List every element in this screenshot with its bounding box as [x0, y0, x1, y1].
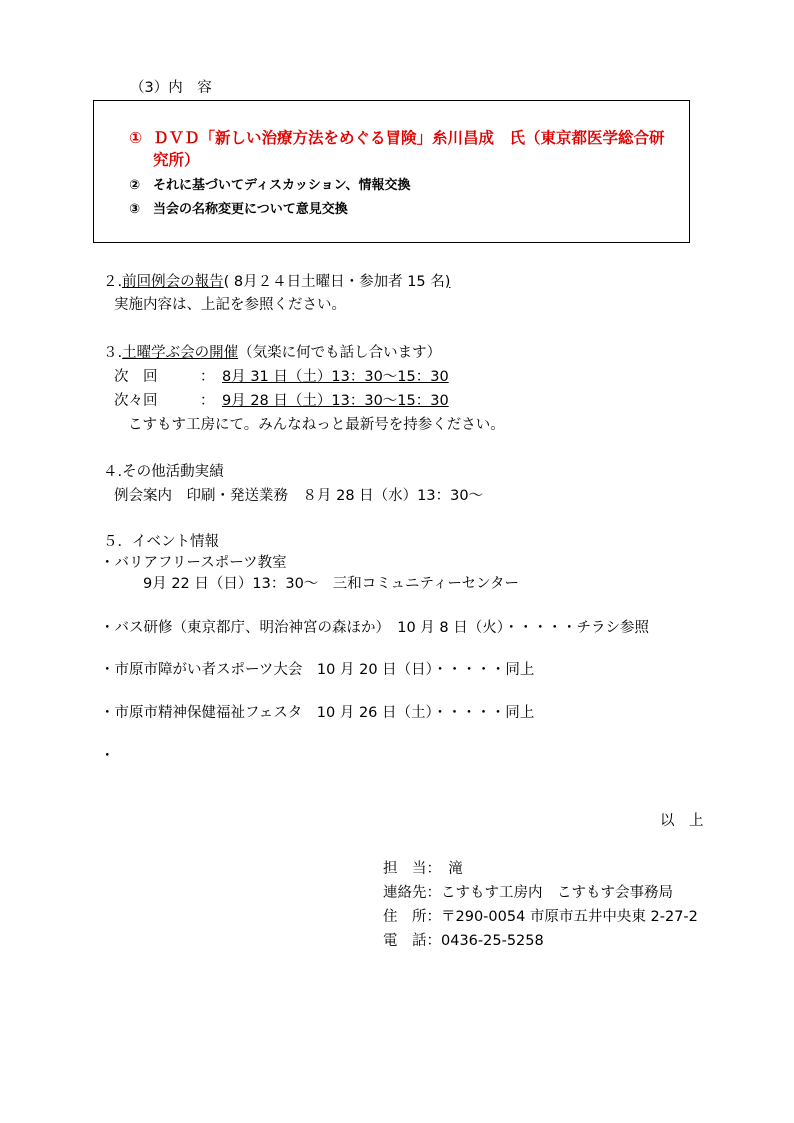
saturday-after-value: 9月 28 日（土）13：30～15：30 [222, 393, 449, 409]
box-item-3 [129, 200, 348, 220]
box-item-3-marker: ③ [129, 202, 141, 217]
contact-person: 担 当： 滝 [383, 861, 463, 877]
report-body: 実施内容は、上記を参照ください。 [114, 297, 346, 313]
box-item-1-line1: ＤＶＤ「新しい治療方法をめぐる冒険」糸川昌成 氏（東京都医学総合研 [153, 129, 665, 147]
report-detail: ( 8月２４日土曜日・参加者 15 名 [223, 274, 445, 290]
other-heading [103, 462, 224, 482]
box-item-2-text: それに基づいてディスカッション、情報交換 [153, 178, 411, 193]
other-number: ４. [103, 464, 123, 480]
saturday-after-label: 次々回 [114, 393, 158, 409]
contact-phone: 電 話：0436-25-5258 [383, 933, 544, 949]
saturday-next-label: 次 回 [114, 369, 158, 385]
saturday-heading [103, 343, 441, 363]
saturday-number: ３. [103, 345, 123, 361]
event-item-2: ・バス研修（東京都庁、明治神宮の森ほか） 10 月 8 日（火）・・・・・チラシ参照 [100, 620, 650, 636]
event-item-5: ・ [100, 748, 115, 764]
box-item-2 [129, 176, 411, 196]
contact-address: 住 所：〒290-0054 市原市五井中央東 2-27-2 [383, 909, 698, 925]
events-heading: ５．イベント情報 [103, 534, 219, 550]
box-item-1-line2: 究所） [153, 151, 200, 169]
closing-text: 以 上 [660, 813, 704, 829]
report-title: 前回例会の報告 [122, 274, 224, 290]
saturday-next [114, 367, 449, 387]
other-body: 例会案内 印刷・発送業務 ８月 28 日（水）13：30～ [114, 488, 484, 504]
saturday-after-colon: ： [200, 393, 215, 409]
saturday-note: （気楽に何でも話し合います） [238, 345, 442, 361]
event-item-4: ・市原市精神保健福祉フェスタ 10 月 26 日（土）・・・・・同上 [100, 705, 535, 721]
box-item-1 [129, 128, 665, 148]
saturday-next-value: 8月 31 日（土）13：30～15：30 [222, 369, 449, 385]
other-title: その他活動実績 [122, 464, 224, 480]
saturday-after [114, 391, 449, 411]
box-item-3-text: 当会の名称変更について意見交換 [153, 202, 348, 217]
contact-address-to: 連絡先：こすもす工房内 こすもす会事務局 [383, 885, 673, 901]
event-item-1-title: ・バリアフリースポーツ教室 [100, 555, 287, 571]
report-heading [103, 272, 450, 292]
event-item-1-detail: 9月 22 日（日）13：30～ 三和コミュニティーセンター [143, 576, 519, 592]
content-box [93, 100, 690, 243]
saturday-footer: こすもす工房にて。みんなねっと最新号を持参ください。 [128, 417, 505, 433]
event-item-3: ・市原市障がい者スポーツ大会 10 月 20 日（日）・・・・・同上 [100, 662, 535, 678]
report-number: ２. [103, 274, 123, 290]
saturday-next-colon: ： [200, 369, 215, 385]
report-detail-close: ) [444, 274, 451, 290]
box-item-1-marker: ① [129, 129, 143, 147]
section3-heading: （3）内 容 [130, 80, 212, 96]
saturday-title: 土曜学ぶ会の開催 [122, 345, 239, 361]
box-item-2-marker: ② [129, 178, 141, 193]
